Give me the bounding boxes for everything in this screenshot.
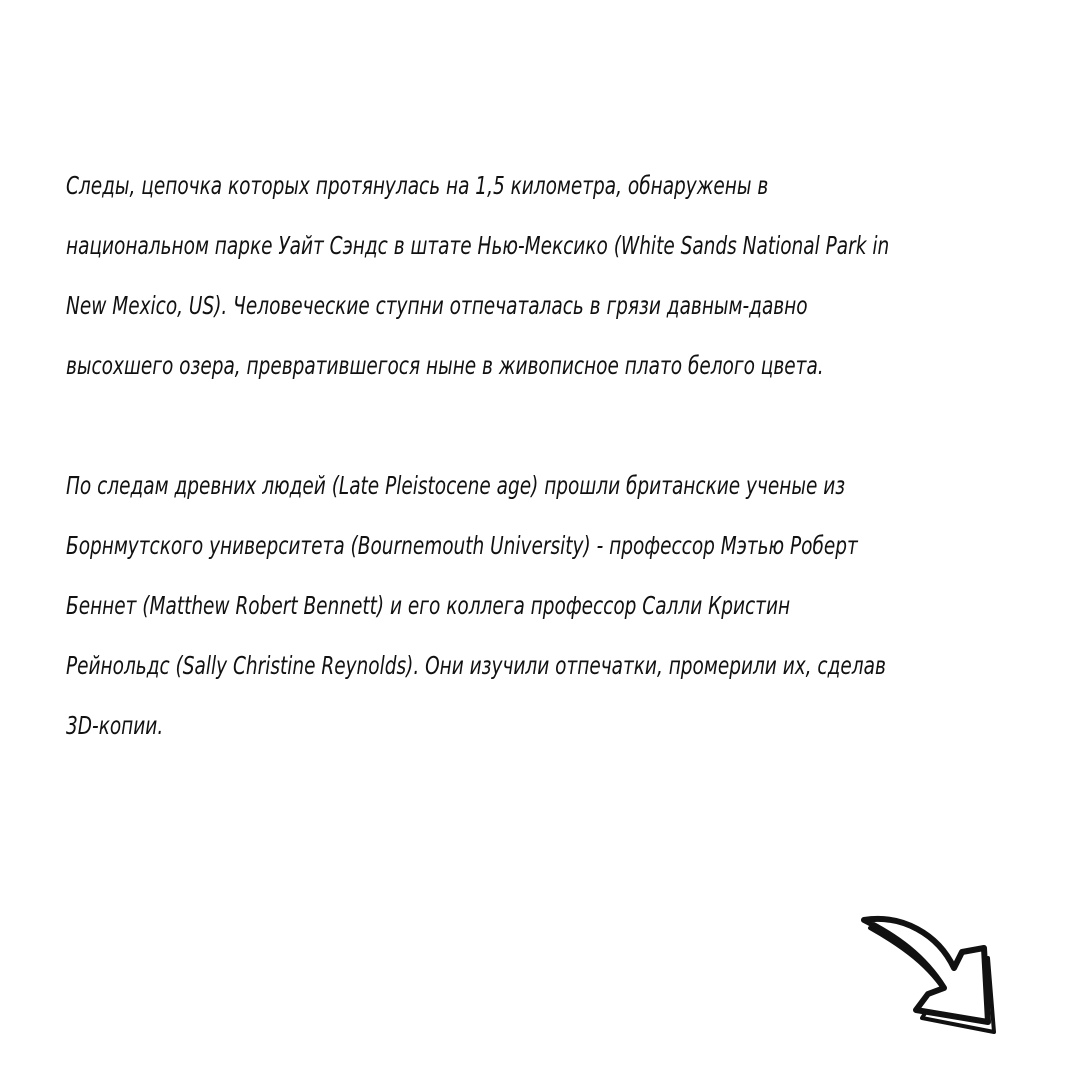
paragraph-1 (66, 156, 1028, 396)
text-line: Борнмутского университета (Bournemouth University) - профессор Мэтью Роберт (66, 531, 858, 560)
text-line: 3D-копии. (66, 711, 164, 740)
text-line: Следы, цепочка которых протянулась на 1,5 километра, обнаружены в (66, 171, 769, 200)
article-text (66, 156, 1026, 756)
text-line: Рейнольдс (Sally Christine Reynolds). Они изучили отпечатки, промерили их, сделав (66, 651, 886, 680)
text-line: По следам древних людей (Late Pleistocene age) прошли британские ученые из (66, 471, 846, 500)
text-line: New Mexico, US). Человеческие ступни отпечаталась в грязи давным-давно (66, 291, 808, 320)
text-line: национальном парке Уайт Сэндс в штате Нью-Мексико (White Sands National Park in (66, 231, 890, 260)
text-line: Беннет (Matthew Robert Bennett) и его коллега профессор Салли Кристин (66, 591, 791, 620)
paragraph-2 (66, 456, 1028, 756)
text-line: высохшего озера, превратившегося ныне в живописное плато белого цвета. (66, 351, 824, 380)
curved-arrow-down-right-icon[interactable] (858, 910, 1000, 1044)
